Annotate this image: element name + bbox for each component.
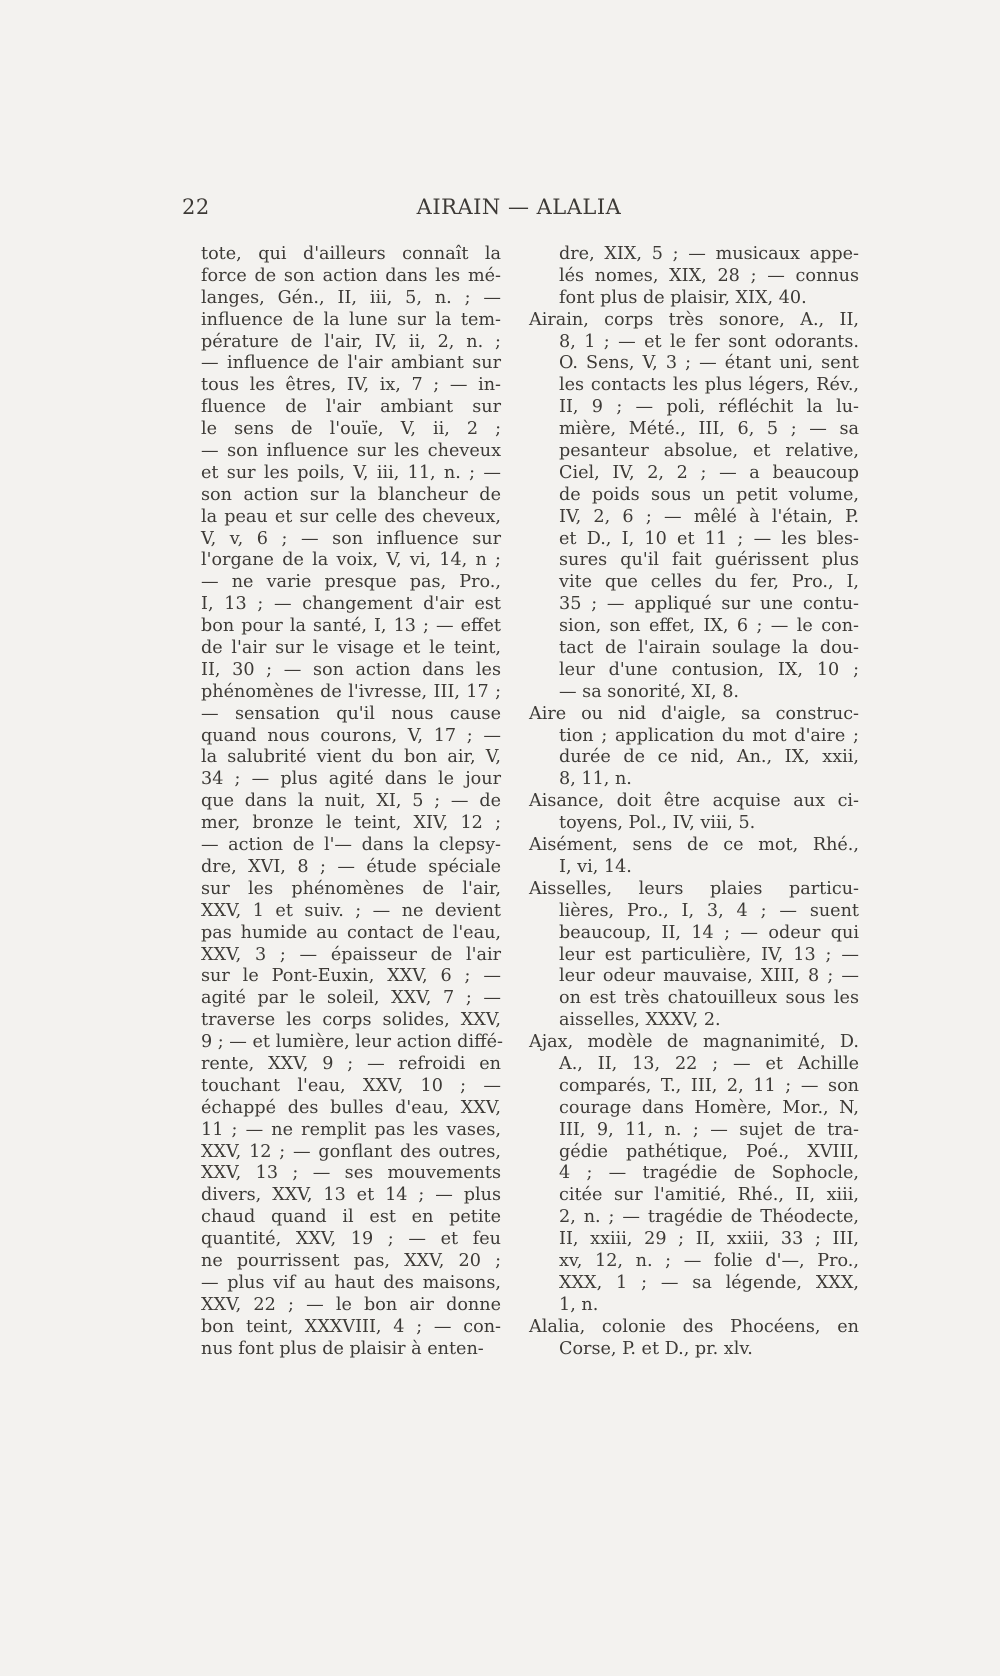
text-line: comparés, T., III, 2, 11 ; — son (559, 1075, 859, 1096)
text-line: son action sur la blancheur de (201, 484, 501, 505)
text-line: leur odeur mauvaise, XIII, 8 ; — (559, 966, 859, 987)
text-line: rente, XXV, 9 ; — refroidi en (201, 1053, 501, 1074)
text-line: XXV, 3 ; — épaisseur de l'air (201, 944, 501, 965)
text-line: XXV, 12 ; — gonflant des outres, (201, 1141, 501, 1162)
text-line: XXV, 1 et suiv. ; — ne devient (201, 900, 501, 921)
running-head: AIRAIN — ALALIA (416, 195, 622, 219)
text-line: Aisselles, leurs plaies particu- (529, 878, 859, 899)
text-line: traverse les corps solides, XXV, (201, 1010, 501, 1031)
text-line: on est très chatouilleux sous les (559, 988, 859, 1009)
text-line: courage dans Homère, Mor., N, (559, 1097, 859, 1118)
text-line: le sens de l'ouïe, V, ii, 2 ; (201, 419, 501, 440)
text-line: vite que celles du fer, Pro., I, (559, 572, 859, 593)
text-line: Aisément, sens de ce mot, Rhé., (529, 835, 859, 856)
text-line: 8, 11, n. (559, 769, 632, 790)
text-line: tote, qui d'ailleurs connaît la (201, 244, 501, 264)
text-line: II, xxiii, 29 ; II, xxiii, 33 ; III, (559, 1229, 859, 1250)
text-line: Aire ou nid d'aigle, sa construc- (529, 703, 859, 724)
text-line: aisselles, XXXV, 2. (559, 1010, 721, 1031)
text-line: que dans la nuit, XI, 5 ; — de (201, 791, 501, 812)
text-line: de poids sous un petit volume, (559, 484, 859, 505)
text-line: la salubrité vient du bon air, V, (201, 747, 501, 768)
text-line: font plus de plaisir, XIX, 40. (559, 287, 807, 308)
text-line: durée de ce nid, An., IX, xxii, (559, 747, 859, 768)
text-line: — plus vif au haut des maisons, (201, 1272, 501, 1293)
text-line: mière, Mété., III, 6, 5 ; — sa (559, 419, 859, 440)
text-line: quand nous courons, V, 17 ; — (201, 725, 501, 746)
text-line: O. Sens, V, 3 ; — étant uni, sent (559, 353, 859, 374)
text-line: l'organe de la voix, V, vi, 14, n ; (201, 550, 501, 571)
text-line: II, 9 ; — poli, réfléchit la lu- (559, 397, 859, 418)
text-line: ne pourrissent pas, XXV, 20 ; (201, 1250, 501, 1271)
text-line: xv, 12, n. ; — folie d'—, Pro., (559, 1250, 859, 1271)
text-line: 1, n. (559, 1294, 599, 1315)
text-line: III, 9, 11, n. ; — sujet de tra- (559, 1119, 859, 1140)
text-line: fluence de l'air ambiant sur (201, 397, 501, 418)
text-line: sur le Pont-Euxin, XXV, 6 ; — (201, 966, 501, 987)
text-line: II, 30 ; — son action dans les (201, 659, 501, 680)
text-line: Ajax, modèle de magnanimité, D. (529, 1032, 859, 1053)
text-line: 9 ; — et lumière, leur action diffé- (201, 1032, 503, 1053)
text-line: les contacts les plus légers, Rév., (559, 375, 859, 396)
text-line: lières, Pro., I, 3, 4 ; — suent (559, 900, 859, 921)
text-line: bon teint, XXXVIII, 4 ; — con- (201, 1316, 501, 1337)
text-line: quantité, XXV, 19 ; — et feu (201, 1229, 501, 1250)
text-line: pas humide au contact de l'eau, (201, 922, 501, 943)
text-line: I, vi, 14. (559, 856, 632, 877)
text-line: beaucoup, II, 14 ; — odeur qui (559, 922, 859, 943)
text-line: mer, bronze le teint, XIV, 12 ; (201, 813, 501, 834)
text-line: divers, XXV, 13 et 14 ; — plus (201, 1185, 501, 1206)
text-line: — action de l'— dans la clepsy- (201, 835, 501, 856)
text-line: Airain, corps très sonore, A., II, (529, 309, 859, 330)
text-line: chaud quand il est en petite (201, 1207, 501, 1228)
text-line: A., II, 13, 22 ; — et Achille (559, 1053, 859, 1074)
text-line: 35 ; — appliqué sur une contu- (559, 594, 859, 615)
text-line: et D., I, 10 et 11 ; — les bles- (559, 528, 859, 549)
text-line: pérature de l'air, IV, ii, 2, n. ; (201, 331, 501, 352)
text-line: force de son action dans les mé- (201, 265, 501, 286)
text-line: sur les phénomènes de l'air, (201, 878, 501, 899)
text-line: tion ; application du mot d'aire ; (559, 725, 859, 746)
text-line: leur d'une contusion, IX, 10 ; (559, 659, 859, 680)
text-line: citée sur l'amitié, Rhé., II, xiii, (559, 1185, 859, 1206)
text-line: agité par le soleil, XXV, 7 ; — (201, 988, 501, 1009)
text-line: XXV, 22 ; — le bon air donne (201, 1294, 501, 1315)
text-line: lés nomes, XIX, 28 ; — connus (559, 265, 859, 286)
text-line: 34 ; — plus agité dans le jour (201, 769, 501, 790)
text-line: V, v, 6 ; — son influence sur (201, 528, 501, 549)
text-line: IV, 2, 6 ; — mêlé à l'étain, P. (559, 506, 859, 527)
text-line: échappé des bulles d'eau, XXV, (201, 1097, 501, 1118)
left-text-column (201, 244, 501, 1360)
text-line: dre, XVI, 8 ; — étude spéciale (201, 856, 501, 877)
text-line: Alalia, colonie des Phocéens, en (529, 1316, 859, 1337)
text-line: 2, n. ; — tragédie de Théodecte, (559, 1207, 859, 1228)
page-number: 22 (182, 195, 210, 219)
text-line: XXV, 13 ; — ses mouvements (201, 1163, 501, 1184)
text-line: leur est particulière, IV, 13 ; — (559, 944, 859, 965)
text-line: — son influence sur les cheveux (201, 441, 501, 462)
text-line: Ciel, IV, 2, 2 ; — a beaucoup (559, 462, 859, 483)
text-line: toyens, Pol., IV, viii, 5. (559, 813, 756, 834)
text-line: tact de l'airain soulage la dou- (559, 638, 859, 659)
text-line: 11 ; — ne remplit pas les vases, (201, 1119, 501, 1140)
text-line: pesanteur absolue, et relative, (559, 441, 859, 462)
text-line: Aisance, doit être acquise aux ci- (529, 791, 859, 812)
text-line: — sa sonorité, XI, 8. (559, 681, 739, 702)
text-line: influence de la lune sur la tem- (201, 309, 501, 330)
text-line: sures qu'il fait guérissent plus (559, 550, 859, 571)
text-line: phénomènes de l'ivresse, III, 17 ; (201, 681, 501, 702)
text-line: de l'air sur le visage et le teint, (201, 638, 501, 659)
text-line: dre, XIX, 5 ; — musicaux appe- (559, 244, 859, 264)
text-line: — ne varie presque pas, Pro., (201, 572, 501, 593)
text-line: gédie pathétique, Poé., XVIII, (559, 1141, 859, 1162)
text-line: nus font plus de plaisir à enten- (201, 1338, 484, 1359)
text-line: tous les êtres, IV, ix, 7 ; — in- (201, 375, 501, 396)
text-line: la peau et sur celle des cheveux, (201, 506, 501, 527)
text-line: bon pour la santé, I, 13 ; — effet (201, 616, 501, 637)
text-line: Corse, P. et D., pr. xlv. (559, 1338, 753, 1359)
text-line: XXX, 1 ; — sa légende, XXX, (559, 1272, 859, 1293)
text-line: — sensation qu'il nous cause (201, 703, 501, 724)
text-line: I, 13 ; — changement d'air est (201, 594, 501, 615)
text-line: sion, son effet, IX, 6 ; — le con- (559, 616, 859, 637)
text-line: 8, 1 ; — et le fer sont odorants. (559, 331, 859, 352)
text-line: et sur les poils, V, iii, 11, n. ; — (201, 462, 501, 483)
text-line: langes, Gén., II, iii, 5, n. ; — (201, 287, 501, 308)
text-line: touchant l'eau, XXV, 10 ; — (201, 1075, 501, 1096)
right-text-column (529, 244, 859, 1360)
text-line: — influence de l'air ambiant sur (201, 353, 501, 374)
text-line: 4 ; — tragédie de Sophocle, (559, 1163, 859, 1184)
page-header (182, 195, 856, 225)
